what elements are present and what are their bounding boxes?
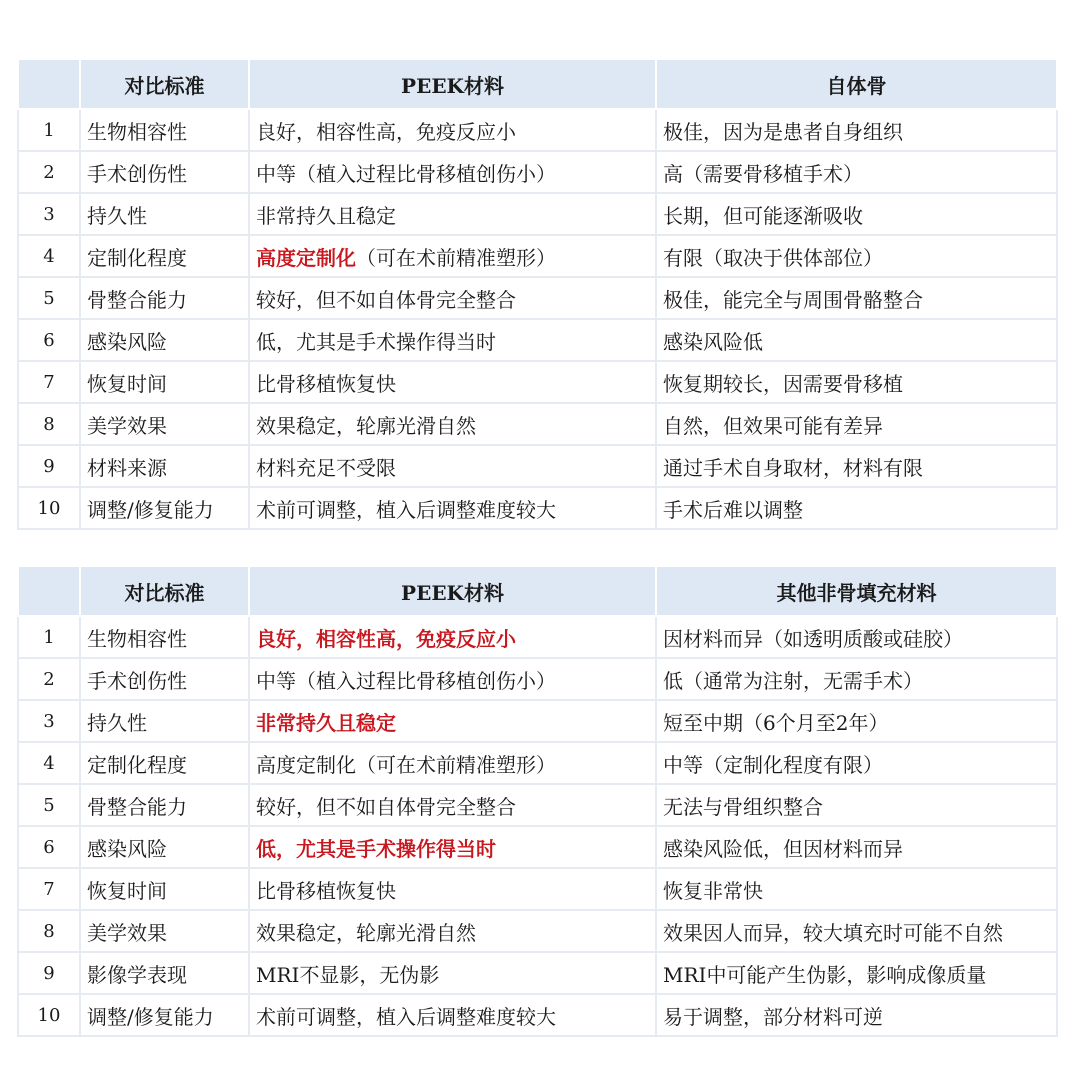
peek-cell: [249, 826, 656, 868]
comparison-cell: 高（需要骨移植手术）: [656, 151, 1057, 193]
peek-cell: 比骨移植恢复快: [249, 361, 656, 403]
criterion-cell: 材料来源: [80, 445, 249, 487]
comparison-cell: 自然，但效果可能有差异: [656, 403, 1057, 445]
highlight-text: 良好，相容性高，免疫反应小: [256, 626, 516, 651]
comparison-cell: 手术后难以调整: [656, 487, 1057, 529]
highlight-text: 高度定制化: [256, 245, 356, 270]
comparison-cell: 短至中期（6个月至2年）: [656, 700, 1057, 742]
comparison-cell: 效果因人而异，较大填充时可能不自然: [656, 910, 1057, 952]
row-number: 10: [18, 994, 80, 1036]
criterion-cell: 手术创伤性: [80, 658, 249, 700]
comparison-cell: 感染风险低: [656, 319, 1057, 361]
highlight-text: 低，尤其是手术操作得当时: [256, 836, 496, 861]
peek-cell: 术前可调整，植入后调整难度较大: [249, 994, 656, 1036]
table-row: [18, 742, 1057, 784]
row-number: 3: [18, 700, 80, 742]
criterion-cell: 美学效果: [80, 403, 249, 445]
criterion-cell: 感染风险: [80, 826, 249, 868]
criterion-cell: 定制化程度: [80, 742, 249, 784]
comparison-cell: 因材料而异（如透明质酸或硅胶）: [656, 616, 1057, 658]
header-autologous-bone: 自体骨: [656, 59, 1057, 109]
table-row: [18, 826, 1057, 868]
comparison-cell: 易于调整，部分材料可逆: [656, 994, 1057, 1036]
peek-cell: 非常持久且稳定: [249, 193, 656, 235]
comparison-cell: MRI中可能产生伪影，影响成像质量: [656, 952, 1057, 994]
row-number: 2: [18, 151, 80, 193]
row-number: 2: [18, 658, 80, 700]
table-row: [18, 868, 1057, 910]
table-row: [18, 994, 1057, 1036]
row-number: 5: [18, 784, 80, 826]
peek-cell: 较好，但不如自体骨完全整合: [249, 784, 656, 826]
comparison-cell: 低（通常为注射，无需手术）: [656, 658, 1057, 700]
row-number: 9: [18, 445, 80, 487]
peek-cell: 低，尤其是手术操作得当时: [249, 319, 656, 361]
row-number: 8: [18, 403, 80, 445]
table-row: [18, 277, 1057, 319]
row-number: 1: [18, 616, 80, 658]
header-criterion: 对比标准: [80, 59, 249, 109]
table-row: [18, 445, 1057, 487]
row-number: 10: [18, 487, 80, 529]
comparison-cell: 恢复期较长，因需要骨移植: [656, 361, 1057, 403]
table-row: [18, 235, 1057, 277]
criterion-cell: 影像学表现: [80, 952, 249, 994]
criterion-cell: 手术创伤性: [80, 151, 249, 193]
row-number: 4: [18, 235, 80, 277]
highlight-text: 非常持久且稳定: [256, 710, 396, 735]
peek-cell: 中等（植入过程比骨移植创伤小）: [249, 658, 656, 700]
comparison-cell: 长期，但可能逐渐吸收: [656, 193, 1057, 235]
table-row: [18, 361, 1057, 403]
peek-cell: [249, 235, 656, 277]
row-number: 6: [18, 826, 80, 868]
peek-cell: 效果稳定，轮廓光滑自然: [249, 910, 656, 952]
peek-cell: 较好，但不如自体骨完全整合: [249, 277, 656, 319]
comparison-cell: 极佳，因为是患者自身组织: [656, 109, 1057, 151]
comparison-cell: 感染风险低，但因材料而异: [656, 826, 1057, 868]
table-row: [18, 910, 1057, 952]
row-number: 1: [18, 109, 80, 151]
criterion-cell: 骨整合能力: [80, 277, 249, 319]
comparison-cell: 有限（取决于供体部位）: [656, 235, 1057, 277]
criterion-cell: 定制化程度: [80, 235, 249, 277]
row-number: 3: [18, 193, 80, 235]
peek-cell: 高度定制化（可在术前精准塑形）: [249, 742, 656, 784]
header-index: [18, 59, 80, 109]
table-row: [18, 487, 1057, 529]
table-row: [18, 784, 1057, 826]
comparison-cell: 通过手术自身取材，材料有限: [656, 445, 1057, 487]
comparison-table-autologous-bone: [17, 58, 1058, 530]
table-row: [18, 109, 1057, 151]
peek-cell: 材料充足不受限: [249, 445, 656, 487]
comparison-table-non-bone-filler: [17, 565, 1058, 1037]
peek-cell: 中等（植入过程比骨移植创伤小）: [249, 151, 656, 193]
table-row: [18, 193, 1057, 235]
table-row: [18, 700, 1057, 742]
criterion-cell: 生物相容性: [80, 616, 249, 658]
row-number: 6: [18, 319, 80, 361]
criterion-cell: 恢复时间: [80, 868, 249, 910]
table-row: [18, 658, 1057, 700]
table-row: [18, 403, 1057, 445]
criterion-cell: 持久性: [80, 193, 249, 235]
comparison-cell: 恢复非常快: [656, 868, 1057, 910]
criterion-cell: 持久性: [80, 700, 249, 742]
peek-cell: [249, 616, 656, 658]
header-index: [18, 566, 80, 616]
peek-cell: 良好，相容性高，免疫反应小: [249, 109, 656, 151]
comparison-cell: 无法与骨组织整合: [656, 784, 1057, 826]
table-row: [18, 616, 1057, 658]
table-body: [18, 109, 1057, 529]
row-number: 7: [18, 868, 80, 910]
header-criterion: 对比标准: [80, 566, 249, 616]
table-header-row: [18, 566, 1057, 616]
row-number: 8: [18, 910, 80, 952]
table-header-row: [18, 59, 1057, 109]
criterion-cell: 感染风险: [80, 319, 249, 361]
row-number: 4: [18, 742, 80, 784]
row-number: 5: [18, 277, 80, 319]
criterion-cell: 美学效果: [80, 910, 249, 952]
header-non-bone-filler: 其他非骨填充材料: [656, 566, 1057, 616]
peek-note: （可在术前精准塑形）: [356, 245, 556, 270]
table-body: [18, 616, 1057, 1036]
header-peek: PEEK材料: [249, 566, 656, 616]
criterion-cell: 调整/修复能力: [80, 994, 249, 1036]
criterion-cell: 骨整合能力: [80, 784, 249, 826]
table-row: [18, 151, 1057, 193]
table-row: [18, 319, 1057, 361]
peek-cell: 效果稳定，轮廓光滑自然: [249, 403, 656, 445]
peek-cell: 术前可调整，植入后调整难度较大: [249, 487, 656, 529]
comparison-cell: 极佳，能完全与周围骨骼整合: [656, 277, 1057, 319]
table-row: [18, 952, 1057, 994]
criterion-cell: 恢复时间: [80, 361, 249, 403]
comparison-cell: 中等（定制化程度有限）: [656, 742, 1057, 784]
row-number: 9: [18, 952, 80, 994]
criterion-cell: 调整/修复能力: [80, 487, 249, 529]
peek-cell: MRI不显影，无伪影: [249, 952, 656, 994]
peek-cell: 比骨移植恢复快: [249, 868, 656, 910]
row-number: 7: [18, 361, 80, 403]
peek-cell: [249, 700, 656, 742]
criterion-cell: 生物相容性: [80, 109, 249, 151]
header-peek: PEEK材料: [249, 59, 656, 109]
